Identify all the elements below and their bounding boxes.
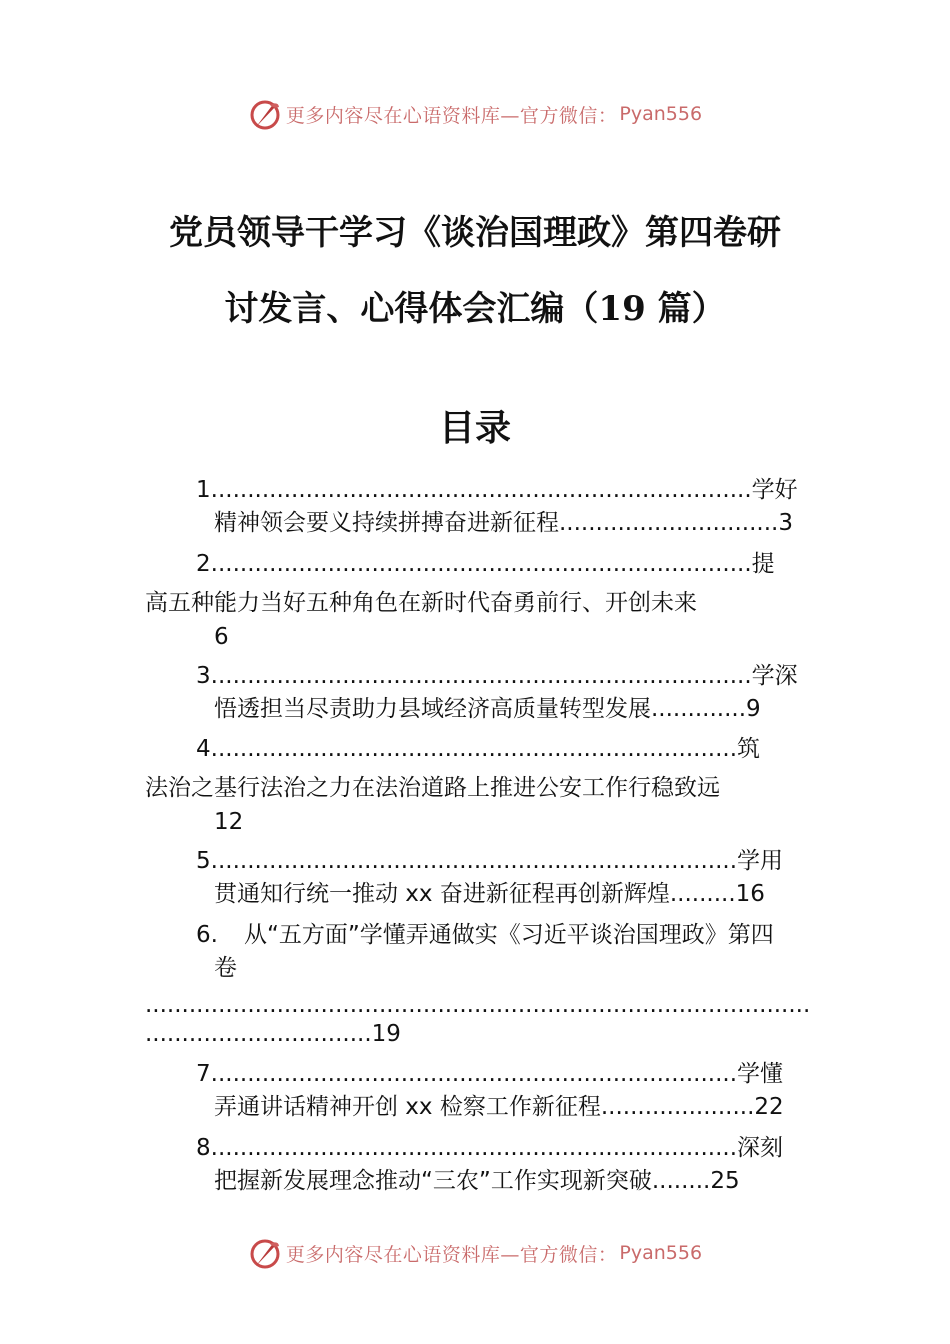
toc-entry-title: 法治之基行法治之力在法治道路上推进公安工作行稳致远 [145,775,720,801]
toc-entry-3-line-1[interactable]: 3..........................................................................学深 [196,663,798,689]
toc-entry-head: 提 [751,551,775,577]
toc-entry-2-line-3[interactable] [214,620,229,654]
toc-entry-number: 7 [196,1061,211,1087]
toc-entry-title: 精神领会要义持续拼搏奋进新征程 [214,510,559,536]
toc-entry-number: 1 [196,477,211,503]
toc-entry-3-line-2[interactable]: 悟透担当尽责助力县域经济高质量转型发展.............9 [214,696,761,722]
toc-entry-page: 3 [778,510,793,536]
toc-entry-page: 6 [214,624,229,650]
toc-entry-5-line-1[interactable]: 5........................................................................学用 [196,848,784,874]
toc-entry-page: 9 [746,696,761,722]
watermark-banner-bottom [0,1233,950,1273]
toc-entry-8-line-2[interactable]: 把握新发展理念推动“三农”工作实现新突破........25 [214,1168,740,1194]
toc-entry-1-line-2[interactable]: 精神领会要义持续拼搏奋进新征程..............................3 [214,510,793,536]
toc-entry-1-line-1[interactable]: 1..........................................................................学好 [196,477,798,503]
quill-logo-icon [248,97,282,131]
toc-entry-number: 3 [196,663,211,689]
toc-entry-6-line-1[interactable] [196,918,774,952]
toc-entry-head: 学深 [751,663,798,689]
toc-entry-head: 学懂 [737,1061,784,1087]
document-title-line-2: 讨发言、心得体会汇编（19 篇） [224,289,726,329]
toc-entry-4-line-3[interactable] [214,805,243,839]
toc-entry-number: 5 [196,848,211,874]
toc-entry-title: 把握新发展理念推动“三农”工作实现新突破 [214,1168,652,1194]
quill-logo-icon [248,1236,282,1270]
watermark-text: 更多内容尽在心语资料库—官方微信： [285,104,618,127]
toc-entry-head: 从“五方面”学懂弄通做实《习近平谈治国理政》第四 [243,922,774,948]
toc-entry-page: 19 [371,1021,401,1047]
toc-entry-page: 16 [735,881,765,907]
toc-entry-4-line-2[interactable] [145,771,720,805]
watermark-banner-top [0,94,950,134]
document-title-line-1: 党员领导干学习《谈治国理政》第四卷研 [169,213,781,253]
toc-entry-4-line-1[interactable]: 4........................................................................筑 [196,736,761,762]
toc-entry-number: 6. [196,922,218,948]
toc-entry-number: 4 [196,736,211,762]
watermark-wechat-id: Pyan556 [619,1242,703,1264]
toc-entry-2-line-2[interactable] [145,586,697,620]
watermark-text: 更多内容尽在心语资料库—官方微信： [285,1243,618,1266]
toc-entry-head: 筑 [737,736,761,762]
toc-entry-number: 2 [196,551,211,577]
toc-entry-page: 12 [214,809,244,835]
toc-entry-7-line-1[interactable]: 7........................................................................学懂 [196,1061,784,1087]
toc-entry-number: 8 [196,1135,211,1161]
toc-entry-6-line-3: ........................................................................................... [145,992,811,1018]
toc-entry-head: 学用 [737,848,784,874]
toc-entry-title: 高五种能力当好五种角色在新时代奋勇前行、开创未来 [145,590,697,616]
toc-entry-6-line-4[interactable]: ...............................19 [145,1021,401,1047]
toc-heading: 目录 [438,407,511,449]
toc-entry-2-line-1[interactable]: 2..........................................................................提 [196,551,775,577]
toc-entry-head: 深刻 [737,1135,784,1161]
toc-entry-7-line-2[interactable]: 弄通讲话精神开创 xx 检察工作新征程.....................22 [214,1094,784,1120]
toc-entry-title: 贯通知行统一推动 xx 奋进新征程再创新辉煌 [214,881,670,907]
toc-entry-title: 弄通讲话精神开创 xx 检察工作新征程 [214,1094,601,1120]
toc-entry-title: 悟透担当尽责助力县域经济高质量转型发展 [214,696,651,722]
toc-entry-page: 25 [710,1168,740,1194]
toc-entry-head: 学好 [751,477,798,503]
toc-entry-page: 22 [754,1094,784,1120]
watermark-wechat-id: Pyan556 [619,103,703,125]
toc-entry-6-line-2[interactable] [214,951,237,985]
toc-entry-title: 卷 [214,955,237,981]
toc-entry-8-line-1[interactable]: 8........................................................................深刻 [196,1135,784,1161]
toc-entry-5-line-2[interactable]: 贯通知行统一推动 xx 奋进新征程再创新辉煌.........16 [214,881,765,907]
